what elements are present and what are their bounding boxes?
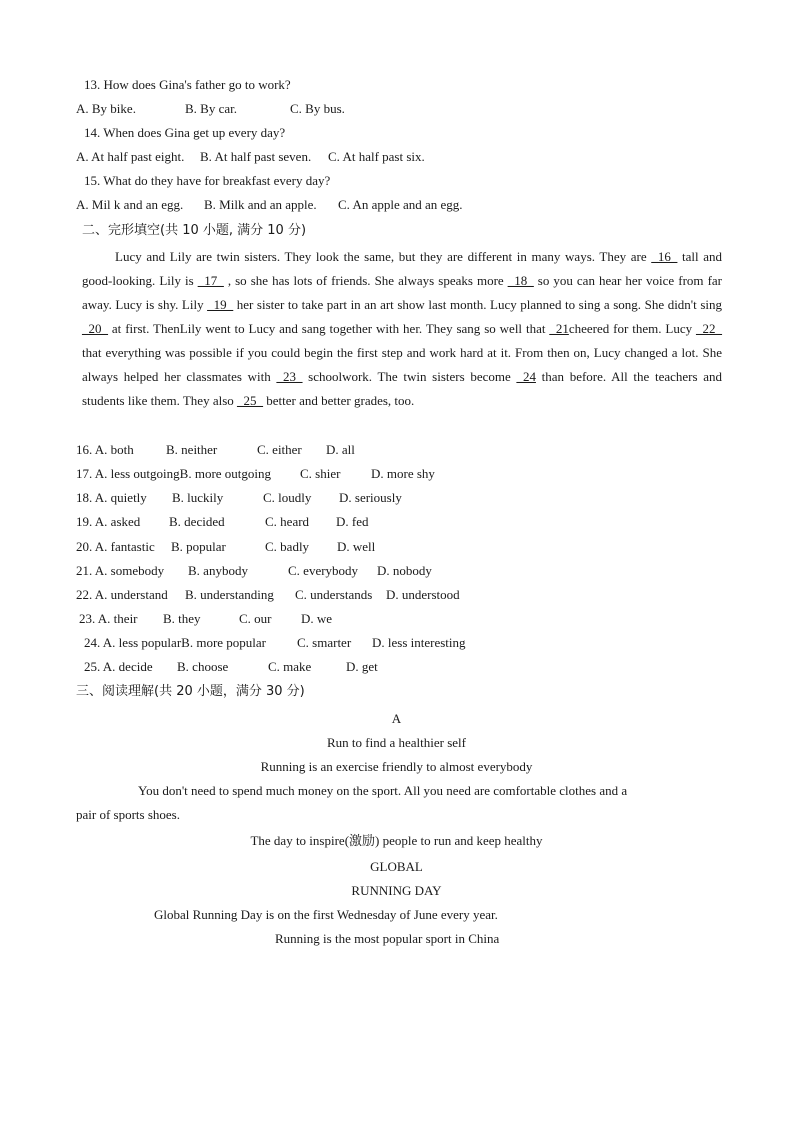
option-a: A. fantastic	[94, 539, 155, 554]
option-number: 16.	[76, 442, 93, 457]
option-c: C. our	[239, 611, 272, 626]
option-b: B. decided	[169, 514, 225, 529]
option-row-16	[76, 441, 134, 459]
passage-text-line-2: pair of sports shoes.	[76, 807, 180, 822]
q14-option-c: C. At half past six.	[328, 149, 425, 164]
cloze-text-5: her sister to take part in an art show last month. Lucy planned to sing a song. She didn't sing	[233, 297, 722, 312]
cloze-text-10: than before. All the teachers and students like them. They also	[82, 369, 722, 408]
option-a: A. less popular	[102, 635, 182, 650]
cloze-text-7: cheered for them. Lucy	[568, 321, 696, 336]
cloze-text-11: better and better grades, too.	[263, 393, 415, 408]
option-c: C. understands	[295, 587, 373, 602]
blank-21: _21	[549, 321, 569, 336]
option-b: B. anybody	[188, 563, 248, 578]
option-b: B. more outgoing	[179, 466, 272, 481]
q13-option-a: A. By bike.	[76, 101, 136, 116]
option-b: B. popular	[171, 539, 226, 554]
option-row-17	[76, 465, 271, 483]
blank-22: _22_	[696, 321, 722, 336]
blank-24: _24	[516, 369, 536, 384]
option-a: A. quietly	[94, 490, 147, 505]
option-b: B. understanding	[185, 587, 274, 602]
section3-heading: 三、阅读理解(共 20 小题，满分 30 分)	[76, 684, 305, 699]
option-number: 20.	[76, 539, 93, 554]
option-row-25	[84, 658, 153, 676]
q13-option-b: B. By car.	[185, 101, 237, 116]
blank-19: _19_	[207, 297, 234, 312]
option-b: B. choose	[177, 659, 229, 674]
q15-option-c: C. An apple and an egg.	[338, 197, 463, 212]
option-number: 23.	[79, 611, 96, 626]
option-a: A. decide	[102, 659, 153, 674]
option-a: A. less outgoing	[94, 466, 180, 481]
option-number: 21.	[76, 563, 93, 578]
option-c: C. badly	[265, 539, 310, 554]
option-c: C. everybody	[288, 563, 359, 578]
cloze-text-6: at first. ThenLily went to Lucy and sang together with her. They sang so well that	[108, 321, 550, 336]
option-a: A. both	[94, 442, 134, 457]
option-b: B. luckily	[172, 490, 224, 505]
option-b: B. more popular	[181, 635, 266, 650]
blank-18: _18_	[507, 273, 534, 288]
option-d: D. we	[301, 611, 333, 626]
option-a: A. understand	[94, 587, 168, 602]
cloze-text-3: , so she has lots of friends. She always speaks more	[223, 273, 508, 288]
passage-subtitle: Running is an exercise friendly to almost everybody	[260, 759, 533, 774]
popular-sport-info: Running is the most popular sport in China	[275, 931, 500, 946]
option-number: 17.	[76, 466, 93, 481]
option-row-21	[76, 562, 164, 580]
q15-option-a: A. Mil k and an egg.	[76, 197, 184, 212]
cloze-text-8: that everything was possible if you could begin the first step and work hard at it. From then on, Lucy changed a lot. She always helped her classmates with	[82, 345, 722, 384]
option-row-23	[79, 610, 138, 628]
blank-25: _25_	[237, 393, 264, 408]
option-a: A. somebody	[94, 563, 165, 578]
option-number: 22.	[76, 587, 93, 602]
option-b: B. they	[163, 611, 201, 626]
option-c: C. heard	[265, 514, 310, 529]
option-d: D. more shy	[371, 466, 435, 481]
option-row-19	[76, 513, 140, 531]
blank-16: _16_	[651, 249, 678, 264]
option-a: A. their	[97, 611, 138, 626]
option-c: C. smarter	[297, 635, 352, 650]
option-row-18	[76, 489, 147, 507]
option-row-20	[76, 538, 155, 556]
q14-option-b: B. At half past seven.	[200, 149, 312, 164]
q14-option-a: A. At half past eight.	[76, 149, 185, 164]
option-c: C. either	[257, 442, 302, 457]
option-d: D. nobody	[377, 563, 432, 578]
cloze-text-4: so you can hear her voice from far away. Lucy is shy. Lily	[82, 273, 722, 312]
option-c: C. loudly	[263, 490, 312, 505]
option-b: B. neither	[166, 442, 218, 457]
passage-title: Run to find a healthier self	[327, 735, 466, 750]
option-d: D. fed	[336, 514, 369, 529]
passage-letter: A	[391, 711, 402, 726]
cloze-text-9: schoolwork. The twin sisters become	[302, 369, 517, 384]
q15-stem: 15. What do they have for breakfast every day?	[84, 173, 331, 188]
option-c: C. shier	[300, 466, 341, 481]
option-d: D. less interesting	[372, 635, 466, 650]
global-running-day-info: Global Running Day is on the first Wednesday of June every year.	[154, 907, 498, 922]
option-d: D. get	[346, 659, 378, 674]
blank-23: _23_	[276, 369, 303, 384]
global-label: GLOBAL	[370, 859, 423, 874]
option-d: D. well	[337, 539, 376, 554]
running-day-label: RUNNING DAY	[351, 883, 442, 898]
blank-20: _20_	[82, 321, 108, 336]
option-d: D. understood	[386, 587, 460, 602]
q13-stem: 13. How does Gina's father go to work?	[84, 77, 291, 92]
cloze-passage	[82, 245, 722, 413]
q13-option-c: C. By bus.	[290, 101, 345, 116]
passage-text-line-1: You don't need to spend much money on the sport. All you need are comfortable clothes and a	[138, 783, 628, 798]
option-number: 18.	[76, 490, 93, 505]
option-number: 25.	[84, 659, 101, 674]
cloze-text-1: Lucy and Lily are twin sisters. They look the same, but they are different in many ways. They are	[115, 249, 652, 264]
q14-stem: 14. When does Gina get up every day?	[84, 125, 286, 140]
option-number: 24.	[84, 635, 101, 650]
option-d: D. all	[326, 442, 355, 457]
option-row-22	[76, 586, 168, 604]
option-d: D. seriously	[339, 490, 402, 505]
section2-heading: 二、完形填空(共 10 小题, 满分 10 分)	[82, 223, 307, 238]
option-a: A. asked	[94, 514, 141, 529]
option-number: 19.	[76, 514, 93, 529]
q15-option-b: B. Milk and an apple.	[204, 197, 317, 212]
option-c: C. make	[268, 659, 312, 674]
cloze-text-2: tall and good-looking. Lily is	[82, 249, 722, 288]
option-row-24	[84, 634, 266, 652]
passage-inspire-line: The day to inspire(激励) people to run and keep healthy	[250, 833, 543, 848]
blank-17: _17_	[197, 273, 224, 288]
